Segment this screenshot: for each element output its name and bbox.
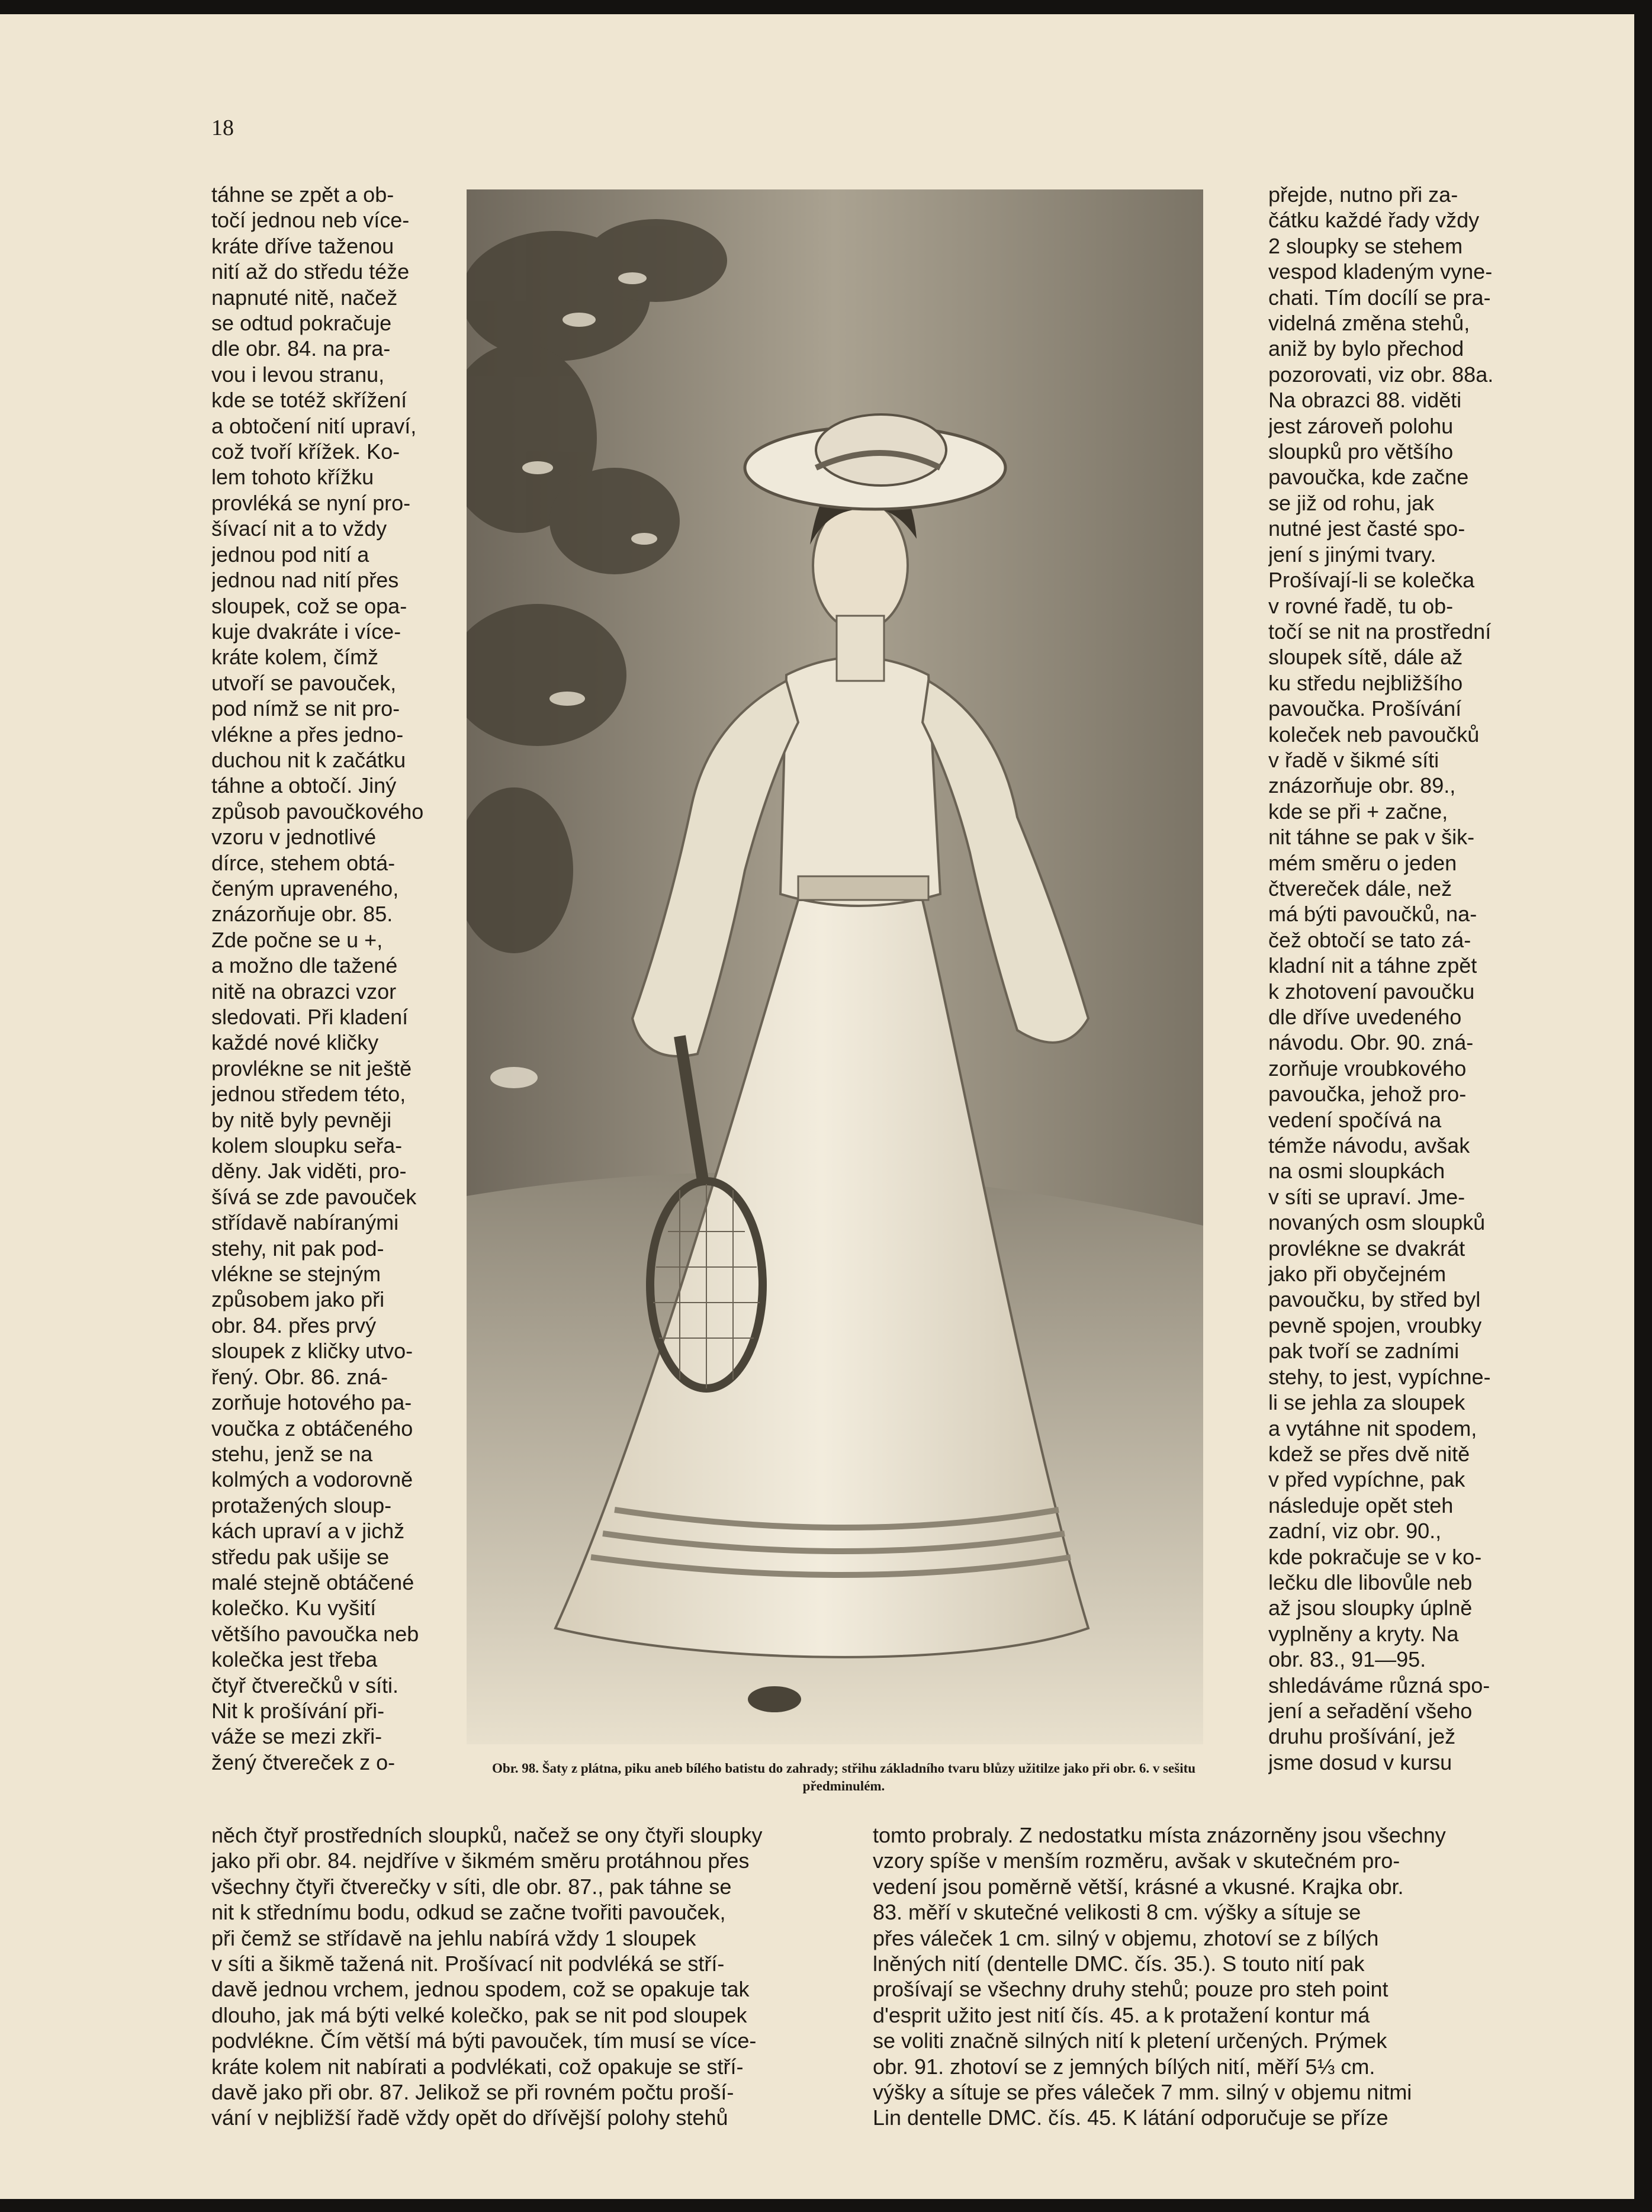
- text-line: dle dříve uvedeného: [1268, 1005, 1462, 1029]
- text-line: při čemž se střídavě na jehlu nabírá vždy 1 sloupek: [211, 1925, 696, 1950]
- text-line: vzory spíše v menším rozměru, avšak v skutečném pro-: [873, 1848, 1400, 1873]
- text-line: nutné jest časté spo-: [1268, 516, 1465, 541]
- text-line: Prošívají-li se kolečka: [1268, 568, 1475, 593]
- text-line: kde se při + začne,: [1268, 799, 1448, 824]
- text-line: utvoří se pavouček,: [211, 670, 397, 695]
- text-line: Nit k prošívání při-: [211, 1698, 385, 1723]
- text-line: pevně spojen, vroubky: [1268, 1313, 1482, 1338]
- text-line: dírce, stehem obtá-: [211, 850, 396, 875]
- text-line: Lin dentelle DMC. čís. 45. K látání odporučuje se příze: [873, 2105, 1389, 2130]
- text-line: se již od rohu, jak: [1268, 490, 1435, 515]
- text-line: stehy, nit pak pod-: [211, 1236, 384, 1261]
- text-line: davě jednou vrchem, jednou spodem, což se opakuje tak: [211, 1977, 750, 2002]
- text-line: způsobem jako při: [211, 1287, 385, 1312]
- text-line: vyplněny a kryty. Na: [1268, 1621, 1459, 1646]
- text-line: jednou nad nití přes: [211, 568, 399, 593]
- text-line: až jsou sloupky úplně: [1268, 1596, 1473, 1621]
- text-line: nitě na obrazci vzor: [211, 979, 397, 1004]
- bottom-left-text: [211, 1822, 848, 2154]
- fashion-illustration: [467, 189, 1203, 1744]
- text-line: sloupek, což se opa-: [211, 593, 407, 618]
- text-line: lem tohoto křížku: [211, 465, 374, 490]
- text-line: což tvoří křížek. Ko-: [211, 439, 400, 464]
- text-line: a vytáhne nit spodem,: [1268, 1416, 1477, 1441]
- text-line: vou i levou stranu,: [211, 362, 385, 387]
- text-line: čtvereček dále, než: [1268, 876, 1452, 901]
- text-line: videlná změna stehů,: [1268, 311, 1470, 336]
- text-line: stehy, to jest, vypíchne-: [1268, 1364, 1491, 1389]
- shoe: [748, 1686, 801, 1712]
- text-line: znázorňuje obr. 89.,: [1268, 773, 1456, 798]
- text-line: čeným upraveného,: [211, 876, 399, 901]
- text-line: lněných nití (dentelle DMC. čís. 35.). S touto nití pak: [873, 1951, 1365, 1976]
- text-line: obr. 83., 91—95.: [1268, 1647, 1426, 1672]
- text-line: váže se mezi zkři-: [211, 1724, 383, 1749]
- text-line: kolmých a vodorovně: [211, 1467, 413, 1492]
- text-line: kolečka jest třeba: [211, 1647, 378, 1672]
- text-line: zadní, viz obr. 90.,: [1268, 1519, 1442, 1544]
- text-line: jení a seřadění všeho: [1268, 1698, 1473, 1723]
- fashion-illustration-drawing: [467, 189, 1203, 1744]
- text-line: ku středu nejbližšího: [1268, 670, 1463, 695]
- text-line: v před vypíchne, pak: [1268, 1467, 1465, 1492]
- text-line: vlékne se stejným: [211, 1262, 381, 1287]
- text-line: protažených sloup-: [211, 1493, 392, 1517]
- text-line: vlékne a přes jedno-: [211, 722, 404, 747]
- text-line: pavoučka, kde začne: [1268, 465, 1469, 490]
- text-line: by nitě byly pevněji: [211, 1107, 392, 1132]
- text-line: lze jako při obr. 6. v sešitu předminulém.: [802, 1761, 1196, 1793]
- text-line: kladní nit a táhne zpět: [1268, 953, 1477, 978]
- text-line: nit k střednímu bodu, odkud se začne tvořiti pavouček,: [211, 1900, 726, 1925]
- text-line: řený. Obr. 86. zná-: [211, 1364, 388, 1389]
- text-line: 83. měří v skutečné velikosti 8 cm. výšky a sítuje se: [873, 1900, 1361, 1925]
- text-line: a možno dle tažené: [211, 953, 398, 978]
- text-line: jení s jinými tvary.: [1268, 542, 1436, 567]
- text-line: kolečko. Ku vyšití: [211, 1596, 377, 1621]
- text-line: všechny čtyři čtverečky v síti, dle obr. 87., pak táhne se: [211, 1874, 732, 1899]
- text-line: napnuté nitě, načež: [211, 285, 398, 310]
- text-line: sloupek sítě, dále až: [1268, 645, 1463, 670]
- text-line: témže návodu, avšak: [1268, 1133, 1470, 1158]
- text-line: mém směru o jeden: [1268, 850, 1457, 875]
- text-line: vedení jsou poměrně větší, krásné a vkusné. Krajka obr.: [873, 1874, 1404, 1899]
- text-line: 2 sloupky se stehem: [1268, 233, 1463, 258]
- text-line: jako při obyčejném: [1268, 1262, 1447, 1287]
- text-line: obr. 91. zhotoví se z jemných bílých nití, měří 5⅓ cm.: [873, 2054, 1375, 2079]
- text-line: střídavě nabíranými: [211, 1210, 399, 1235]
- text-line: v řadě v šikmé síti: [1268, 747, 1439, 772]
- text-line: v rovné řadě, tu ob-: [1268, 593, 1454, 618]
- text-line: Zde počne se u +,: [211, 927, 383, 952]
- text-line: čátku každé řady vždy: [1268, 208, 1480, 233]
- page-number: 18: [211, 115, 234, 140]
- text-line: kde se totéž skřížení: [211, 388, 407, 413]
- text-line: čtyř čtverečků v síti.: [211, 1673, 399, 1697]
- text-line: kdež se přes dvě nitě: [1268, 1441, 1470, 1466]
- text-line: sloupek z kličky utvo-: [211, 1339, 413, 1364]
- text-line: jako při obr. 84. nejdříve v šikmém směru protáhnou přes: [211, 1848, 750, 1873]
- text-line: provlékne se dvakrát: [1268, 1236, 1465, 1261]
- text-line: nití až do středu téže: [211, 259, 410, 284]
- text-line: se voliti značně silných nití k pletení určených. Prýmek: [873, 2028, 1387, 2053]
- bottom-right-text: [873, 1822, 1509, 2154]
- magazine-page: [0, 14, 1634, 2199]
- text-line: v síti a šikmě tažená nit. Prošívací nit podvléká se stří-: [211, 1951, 725, 1976]
- text-line: přes váleček 1 cm. silný v objemu, zhotoví se z bílých: [873, 1925, 1379, 1950]
- text-line: točí jednou neb více-: [211, 208, 410, 233]
- text-line: chati. Tím docílí se pra-: [1268, 285, 1491, 310]
- text-line: jsme dosud v kursu: [1268, 1750, 1452, 1774]
- text-line: vání v nejbližší řadě vždy opět do dřívější polohy stehů: [211, 2105, 728, 2130]
- text-line: provlékne se nit ještě: [211, 1056, 412, 1081]
- text-line: sloupků pro většího: [1268, 439, 1454, 464]
- text-line: k zhotovení pavoučku: [1268, 979, 1475, 1004]
- text-line: pod nímž se nit pro-: [211, 696, 400, 721]
- text-line: zorňuje hotového pa-: [211, 1390, 412, 1415]
- text-line: malé stejně obtáčené: [211, 1570, 414, 1594]
- text-line: aniž by bylo přechod: [1268, 336, 1464, 361]
- text-line: li se jehla za sloupek: [1268, 1390, 1465, 1415]
- text-line: pozorovati, viz obr. 88a.: [1268, 362, 1494, 387]
- right-text-column: [1268, 182, 1511, 1840]
- text-line: kuje dvakráte i více-: [211, 619, 401, 644]
- text-line: tomto probraly. Z nedostatku místa znázorněny jsou všechny: [873, 1823, 1446, 1847]
- text-line: přejde, nutno při za-: [1268, 182, 1458, 207]
- text-line: shledáváme různá spo-: [1268, 1673, 1490, 1697]
- text-line: kráte kolem, čímž: [211, 645, 379, 670]
- text-line: šívá se zde pavouček: [211, 1184, 417, 1209]
- text-line: kráte dříve taženou: [211, 233, 394, 258]
- text-line: a obtočení nití upraví,: [211, 413, 417, 438]
- text-line: nit táhne se pak v šik-: [1268, 825, 1475, 850]
- text-line: na osmi sloupkách: [1268, 1159, 1445, 1184]
- text-line: vespod kladeným vyne-: [1268, 259, 1493, 284]
- bodice: [780, 657, 940, 906]
- text-line: každé nové kličky: [211, 1030, 379, 1055]
- text-line: d'esprit užito jest nití čís. 45. a k protažení kontur má: [873, 2002, 1370, 2027]
- text-line: jest zároveň polohu: [1268, 413, 1454, 438]
- text-line: sledovati. Při kladení: [211, 1005, 409, 1029]
- text-line: táhne se zpět a ob-: [211, 182, 394, 207]
- text-line: šívací nit a to vždy: [211, 516, 387, 541]
- text-line: davě jako při obr. 87. Jelikož se při rovném počtu proší-: [211, 2080, 734, 2105]
- text-line: kách upraví a v jichž: [211, 1519, 405, 1544]
- text-line: se odtud pokračuje: [211, 311, 392, 336]
- text-line: žený čtvereček z o-: [211, 1750, 396, 1774]
- left-text-column: [211, 182, 430, 1840]
- text-line: kde pokračuje se v ko-: [1268, 1544, 1482, 1569]
- text-line: děny. Jak viděti, pro-: [211, 1159, 407, 1184]
- text-line: kráte kolem nit nabírati a podvlékati, což opakuje se stří-: [211, 2054, 744, 2079]
- text-line: Na obrazci 88. viděti: [1268, 388, 1462, 413]
- text-line: návodu. Obr. 90. zná-: [1268, 1030, 1474, 1055]
- text-line: výšky a sítuje se přes váleček 7 mm. silný v objemu nitmi: [873, 2080, 1412, 2105]
- text-line: v síti se upraví. Jme-: [1268, 1184, 1465, 1209]
- text-line: voučka z obtáčeného: [211, 1416, 413, 1441]
- text-line: pak tvoří se zadními: [1268, 1339, 1460, 1364]
- text-line: čež obtočí se tato zá-: [1268, 927, 1471, 952]
- text-line: obr. 84. přes prvý: [211, 1313, 377, 1338]
- text-line: provléká se nyní pro-: [211, 490, 411, 515]
- text-line: prošívají se všechny druhy stehů; pouze pro steh point: [873, 1977, 1389, 2002]
- text-line: dlouho, jak má býti velké kolečko, pak se nit pod sloupek: [211, 2002, 747, 2027]
- text-line: následuje opět steh: [1268, 1493, 1454, 1517]
- text-line: lečku dle libovůle neb: [1268, 1570, 1473, 1594]
- text-line: středu pak ušije se: [211, 1544, 390, 1569]
- text-line: zorňuje vroubkového: [1268, 1056, 1467, 1081]
- text-line: točí se nit na prostřední: [1268, 619, 1492, 644]
- text-line: jednou pod nití a: [211, 542, 369, 567]
- text-line: něch čtyř prostředních sloupků, načež se ony čtyři sloupky: [211, 1823, 763, 1847]
- text-line: pavoučka, jehož pro-: [1268, 1082, 1467, 1107]
- figure-caption: [462, 1760, 1226, 1795]
- text-line: vedení spočívá na: [1268, 1107, 1442, 1132]
- text-line: táhne a obtočí. Jiný: [211, 773, 397, 798]
- text-line: vzoru v jednotlivé: [211, 825, 377, 850]
- text-line: znázorňuje obr. 85.: [211, 902, 393, 927]
- text-line: novaných osm sloupků: [1268, 1210, 1486, 1235]
- text-line: kolem sloupku seřa-: [211, 1133, 403, 1158]
- text-line: většího pavoučka neb: [211, 1621, 419, 1646]
- text-line: duchou nit k začátku: [211, 747, 406, 772]
- text-line: Obr. 98. Šaty z plátna, piku aneb bílého batistu do zahrady; střihu základního tvaru blůzy užiti: [491, 1761, 1044, 1776]
- text-line: stehu, jenž se na: [211, 1441, 373, 1466]
- text-line: koleček neb pavoučků: [1268, 722, 1480, 747]
- text-line: způsob pavoučkového: [211, 799, 424, 824]
- text-line: jednou středem této,: [211, 1082, 406, 1107]
- text-line: má býti pavoučků, na-: [1268, 902, 1477, 927]
- text-line: druhu prošívání, jež: [1268, 1724, 1456, 1749]
- text-line: pavoučka. Prošívání: [1268, 696, 1462, 721]
- text-line: podvlékne. Čím větší má býti pavouček, tím musí se více-: [211, 2028, 757, 2053]
- text-line: pavoučku, by střed byl: [1268, 1287, 1481, 1312]
- text-line: dle obr. 84. na pra-: [211, 336, 391, 361]
